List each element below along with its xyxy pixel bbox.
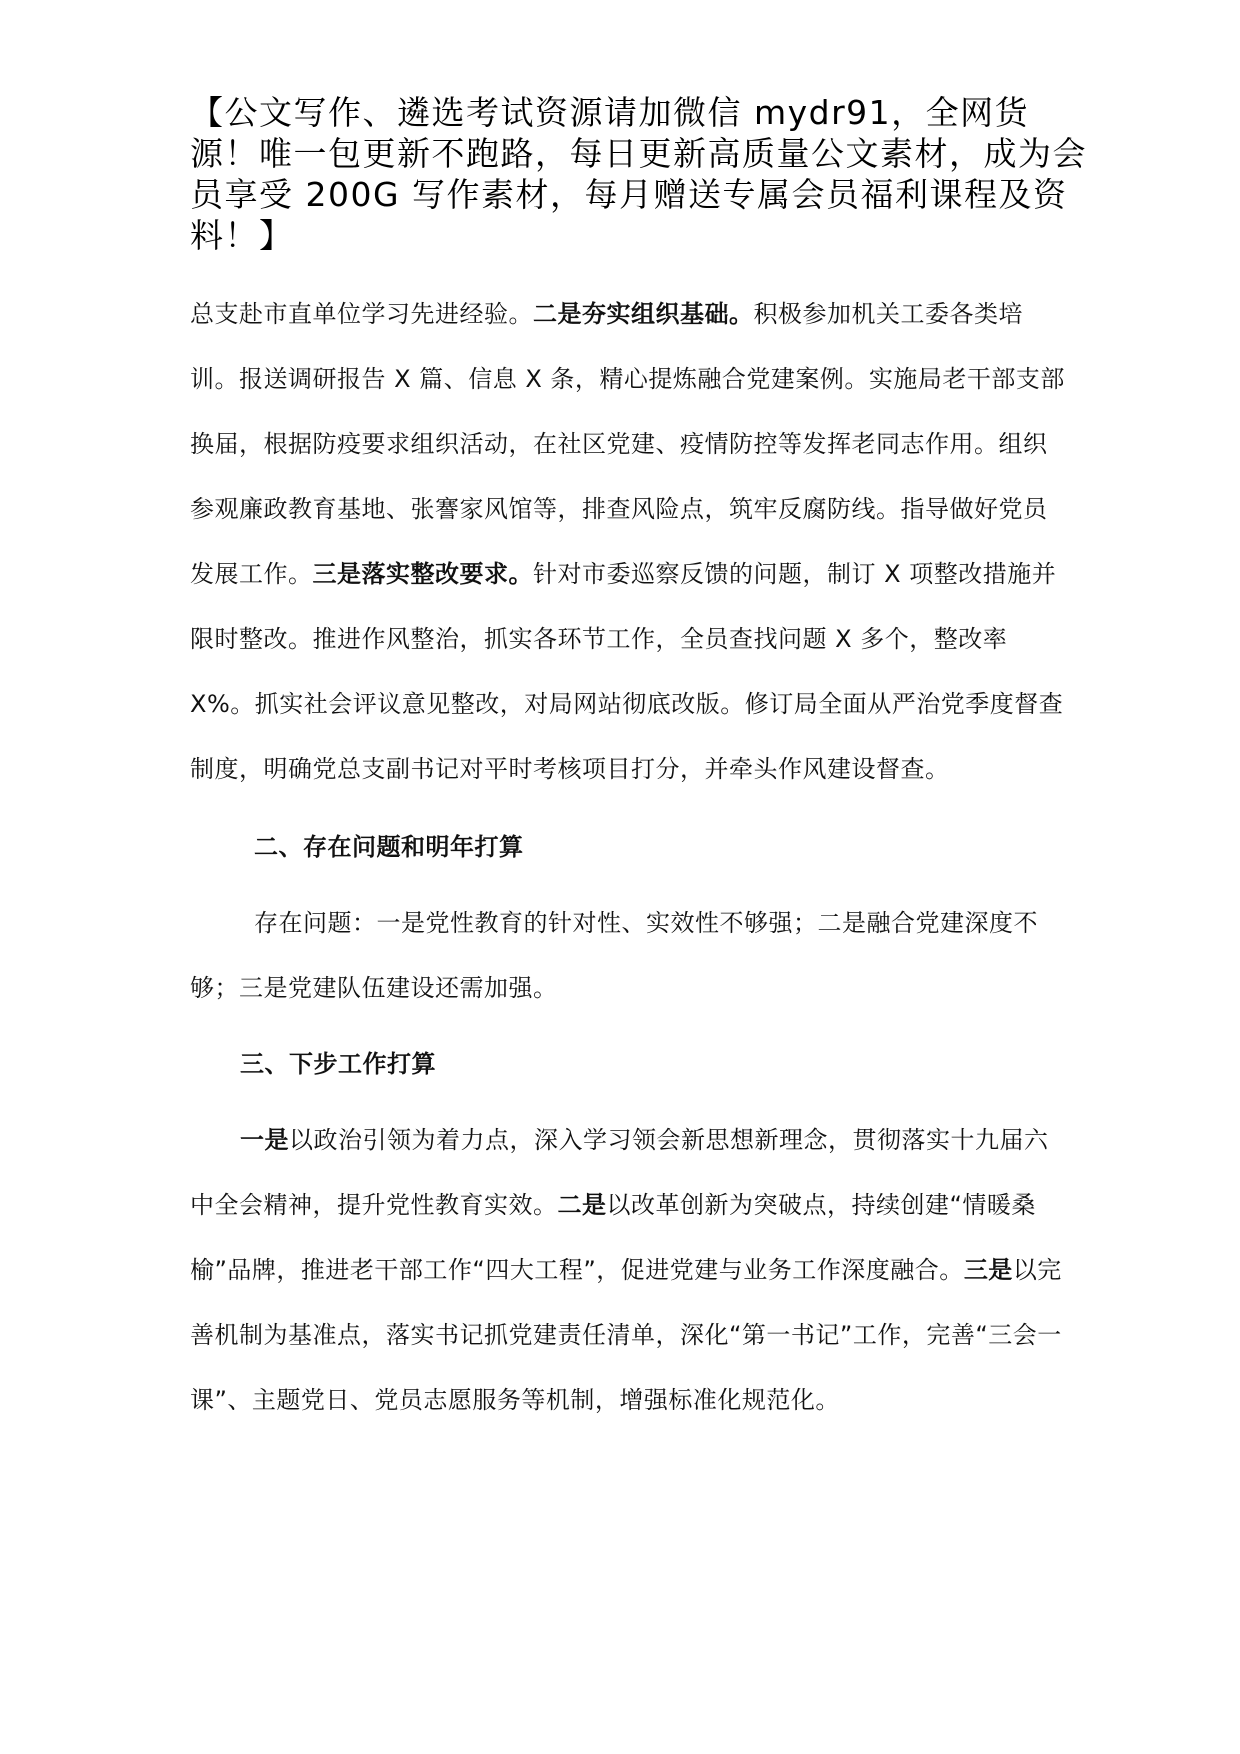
section-heading-problems: 二、存在问题和明年打算: [254, 833, 524, 861]
paragraph-next-steps: [190, 1108, 1070, 1433]
bold-lead: 二是: [557, 1191, 607, 1219]
bold-lead: 一是: [240, 1126, 289, 1154]
paragraph-text: 以完善机制为基准点，落实书记抓党建责任清单，深化“第一书记”工作，完善“三会一课”、主题党日、党员志愿服务等机制，增强标准化规范化。: [190, 1256, 1062, 1414]
paragraph-text: 针对市委巡察反馈的问题，制订 X 项整改措施并限时整改。推进作风整治，抓实各环节工作，全员查找问题 X 多个，整改率 X%。抓实社会评议意见整改，对局网站彻底改版。修订局全面从严治党季度督查制度，明确党总支副书记对平时考核项目打分，并牵头作风建设督查。: [190, 560, 1064, 783]
bold-lead: 三是落实整改要求。: [312, 560, 533, 588]
bold-lead: 二是夯实组织基础。: [533, 300, 754, 328]
bold-lead: 三是: [963, 1256, 1013, 1284]
paragraph-text: 积极参加机关工委各类培训。报送调研报告 X 篇、信息 X 条，精心提炼融合党建案例。实施局老干部支部换届，根据防疫要求组织活动，在社区党建、疫情防控等发挥老同志作用。组织参观廉政教育基地、张謇家风馆等，排查风险点，筑牢反腐防线。指导做好党员发展工作。: [190, 300, 1065, 588]
document-body: [190, 282, 1070, 1433]
paragraph-text: 总支赴市直单位学习先进经验。: [190, 300, 533, 328]
paragraph-text: 以改革创新为突破点，持续创建“情暖桑榆”品牌，推进老干部工作“四大工程”，促进党建与业务工作深度融合。: [190, 1191, 1036, 1284]
paragraph-problems: 存在问题：一是党性教育的针对性、实效性不够强；二是融合党建深度不够；三是党建队伍建设还需加强。: [190, 909, 1038, 1002]
paragraph-text: 以政治引领为着力点，深入学习领会新思想新理念，贯彻落实十九届六中全会精神，提升党性教育实效。: [190, 1126, 1049, 1219]
promo-banner: 【公文写作、遴选考试资源请加微信 mydr91，全网货源！唯一包更新不跑路，每日更新高质量公文素材，成为会员享受 200G 写作素材，每月赠送专属会员福利课程及资料！】: [190, 93, 1087, 255]
paragraph-organization: [190, 282, 1070, 802]
section-heading-next-steps: 三、下步工作打算: [240, 1050, 436, 1078]
